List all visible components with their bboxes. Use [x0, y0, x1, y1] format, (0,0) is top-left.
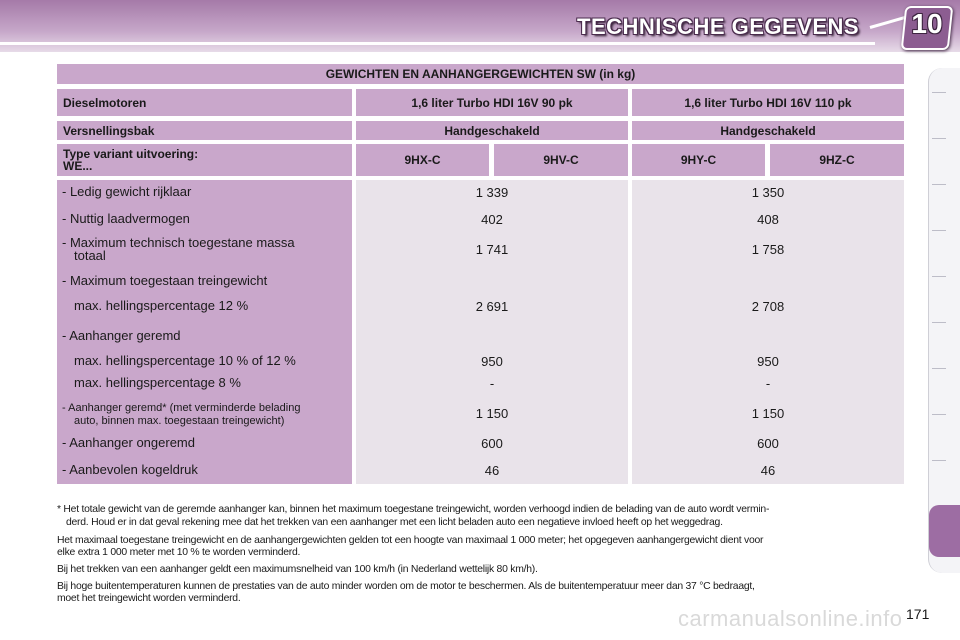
- row-label-braked-trailer: - Aanhanger geremd: [62, 328, 181, 343]
- type-label-line-1: Type variant uitvoering:: [63, 147, 199, 161]
- row-value: 600: [481, 436, 503, 451]
- gearbox-col-2: Handgeschakeld: [632, 121, 904, 140]
- side-tab-divider: [932, 368, 946, 369]
- row-label-nose-weight: - Aanbevolen kogeldruk: [62, 462, 198, 477]
- footnote-4-cont: moet het treingewicht worden verminderd.: [57, 593, 241, 604]
- type-col-4: 9HZ-C: [770, 144, 904, 176]
- side-tab-divider: [932, 414, 946, 415]
- row-label-max-train-weight: - Maximum toegestaan treingewicht: [62, 273, 268, 288]
- type-label: [57, 144, 352, 176]
- row-value: 1 339: [475, 185, 509, 200]
- engine-col-2: 1,6 liter Turbo HDI 16V 110 pk: [632, 89, 904, 116]
- row-value: 1 150: [475, 406, 509, 421]
- gearbox-col-1: Handgeschakeld: [356, 121, 628, 140]
- chapter-number: 10: [911, 8, 943, 39]
- row-label-max-mass: - Maximum technisch toegestane massa: [62, 235, 295, 250]
- engine-label: Dieselmotoren: [57, 89, 352, 116]
- watermark: carmanualsonline.info: [678, 606, 903, 631]
- footnote-3: Bij het trekken van een aanhanger geldt een maximumsnelheid van 100 km/h (in Nederland wettelijk 80 km/h).: [57, 564, 538, 575]
- row-label-braked-trailer-reduced-cont: auto, binnen max. toegestaan treingewicht): [74, 415, 285, 427]
- row-label-slope-10-12: max. hellingspercentage 10 % of 12 %: [74, 353, 296, 368]
- footnote-1-cont: derd. Houd er in dat geval rekening mee dat het trekken van een aanhanger met een licht beladen auto een negatieve invloed heeft op het weggedrag.: [66, 517, 723, 528]
- row-value: 46: [760, 463, 776, 478]
- gearbox-label: Versnellingsbak: [57, 121, 352, 140]
- engine-col-1: 1,6 liter Turbo HDI 16V 90 pk: [356, 89, 628, 116]
- row-value: 2 708: [751, 299, 785, 314]
- page-number: 171: [906, 606, 930, 622]
- row-label-braked-trailer-reduced: - Aanhanger geremd* (met verminderde belading: [62, 402, 301, 414]
- footnote-1: * Het totale gewicht van de geremde aanhanger kan, binnen het maximum toegestane treingewicht, worden verhoogd indien de belading van de auto wordt vermin-: [57, 504, 770, 515]
- row-value: 46: [484, 463, 500, 478]
- row-value: 950: [757, 354, 779, 369]
- row-label-slope-8: max. hellingspercentage 8 %: [74, 375, 241, 390]
- side-tab-divider: [932, 230, 946, 231]
- page-title: TECHNISCHE GEGEVENS: [577, 14, 860, 39]
- side-tab-divider: [932, 460, 946, 461]
- type-label-line-2: WE...: [63, 159, 93, 173]
- footnote-4: Bij hoge buitentemperaturen kunnen de prestaties van de auto minder worden om de motor te beschermen. Als de buitentemperatuur meer dan 37 °C bedraagt,: [57, 581, 755, 592]
- table-title: GEWICHTEN EN AANHANGERGEWICHTEN SW (in kg): [57, 64, 904, 84]
- side-tab-strip[interactable]: [928, 68, 960, 573]
- type-col-1: 9HX-C: [356, 144, 489, 176]
- type-col-3: 9HY-C: [632, 144, 765, 176]
- side-tab-active[interactable]: [929, 505, 960, 557]
- row-value: 600: [757, 436, 779, 451]
- side-tab-divider: [932, 138, 946, 139]
- side-tab-divider: [932, 322, 946, 323]
- row-value: 2 691: [475, 299, 509, 314]
- side-tab-divider: [932, 92, 946, 93]
- side-tab-divider: [932, 276, 946, 277]
- footnote-2: Het maximaal toegestane treingewicht en de aanhangergewichten gelden tot een hoogte van maximaal 1 000 meter; het opgegeven aanhangergewicht dient voor: [57, 535, 764, 546]
- row-label-unbraked-trailer: - Aanhanger ongeremd: [62, 435, 195, 450]
- row-value: 408: [757, 212, 779, 227]
- row-label-curb-weight: - Ledig gewicht rijklaar: [62, 184, 192, 199]
- row-value: 1 150: [751, 406, 785, 421]
- type-col-2: 9HV-C: [494, 144, 628, 176]
- row-value: 1 350: [751, 185, 785, 200]
- row-value: -: [765, 376, 771, 391]
- footnote-2-cont: elke extra 1 000 meter met 10 % te worden verminderd.: [57, 547, 301, 558]
- row-value: 950: [481, 354, 503, 369]
- row-value: 1 741: [475, 242, 509, 257]
- row-value: -: [489, 376, 495, 391]
- row-label-payload: - Nuttig laadvermogen: [62, 211, 190, 226]
- row-label-slope-12: max. hellingspercentage 12 %: [74, 298, 249, 313]
- row-value: 1 758: [751, 242, 785, 257]
- row-value: 402: [481, 212, 503, 227]
- header-divider: [0, 42, 875, 45]
- row-label-max-mass-cont: totaal: [74, 248, 106, 263]
- side-tab-divider: [932, 184, 946, 185]
